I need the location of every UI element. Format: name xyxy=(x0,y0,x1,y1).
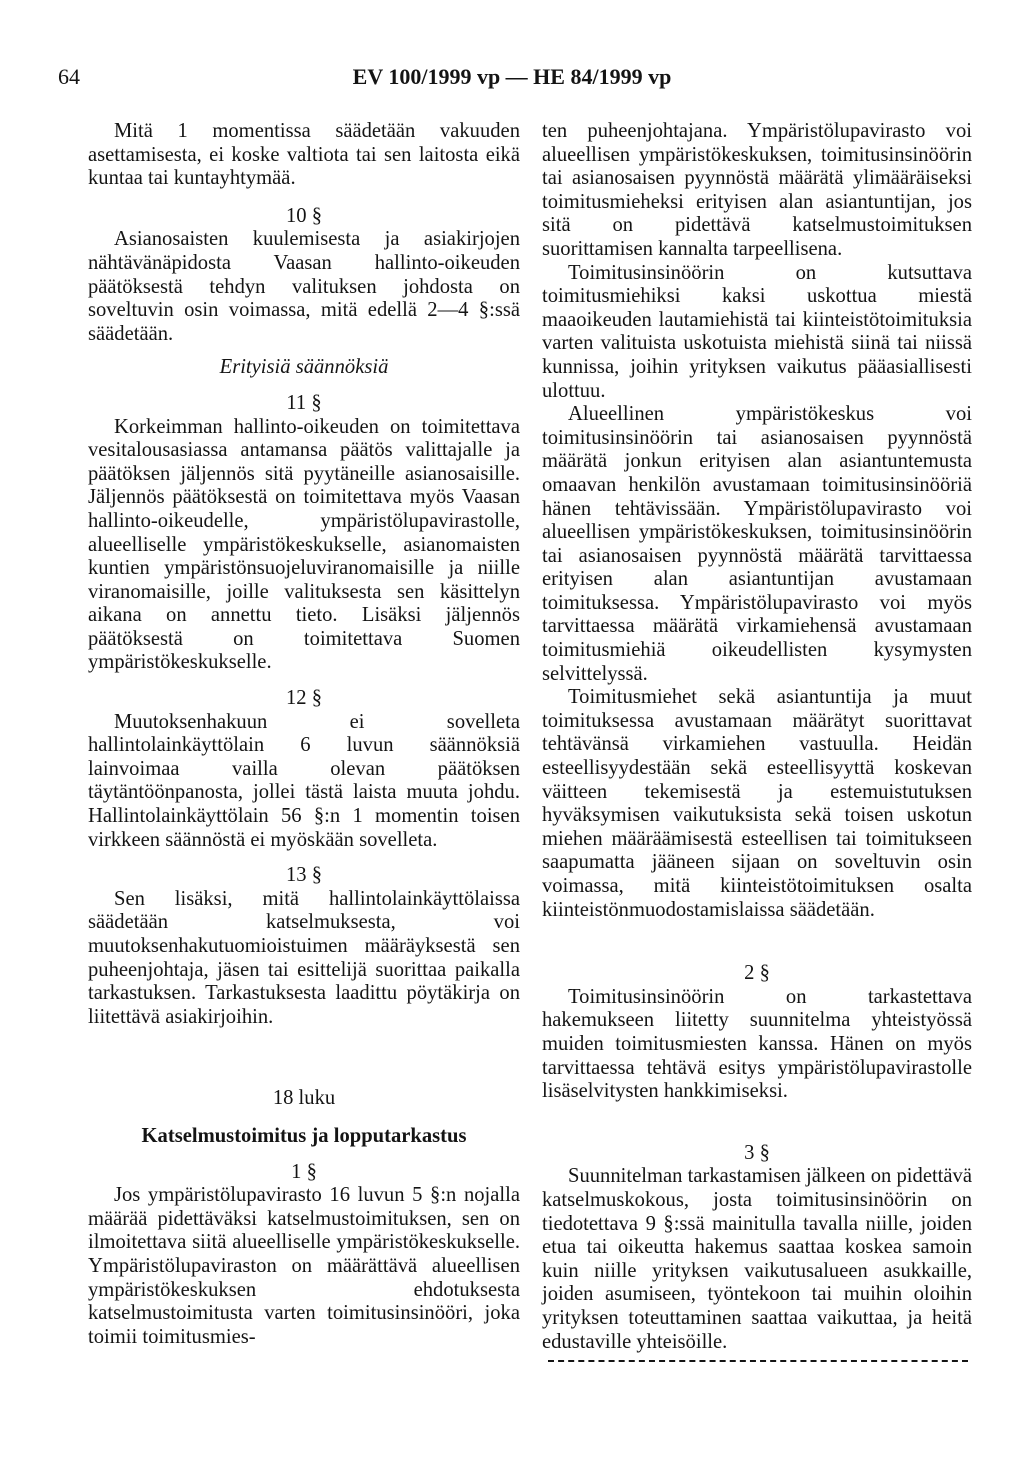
running-head: EV 100/1999 vp — HE 84/1999 vp xyxy=(352,64,672,89)
left-column xyxy=(88,120,520,1349)
section-12-heading: 12 § xyxy=(285,687,323,710)
section-11-heading: 11 § xyxy=(286,391,322,414)
chapter-title: Katselmustoimitus ja lopputarkastus xyxy=(141,1124,467,1147)
paragraph-continued: ten puheenjohtajana. Ympäristölupavirasto voi alueellisen ympäristökeskuksen, toimitusinsinöörin tai asianosaisen pyynnöstä määrätä ylimääräiseksi toimitusmieheksi erityisen alan asiantuntijan, jos sitä on pidettävä katselmustoimituksen suorittamisen kannalta tarpeellisena. xyxy=(542,120,972,260)
chapter-label: 18 luku xyxy=(272,1087,336,1110)
chapter-section-1-heading: 1 § xyxy=(291,1160,317,1183)
page-number: 64 xyxy=(58,64,80,89)
paragraph-4: Toimitusmiehet sekä asiantuntija ja muut toimituksessa avustamaan määrätyt suorittavat tehtävänsä virkamiehen vastuulla. Heidän esteellisyydestään sekä esteellisyyttä koskevan väitteen tekemisestä ja estemuistutuksen hyväksymisen vaikutuksista sekä toisen uskotun miehen määräämisestä esteellisen tai toimitukseen saapumatta jääneen sijaan on soveltuvin osin voimassa, mitä kiinteistötoimituksen osalta kiinteistönmuodostamislaissa säädetään. xyxy=(542,686,972,921)
section-3-text: Suunnitelman tarkastamisen jälkeen on pidettävä katselmuskokous, josta toimitusinsinöörin on tiedotettava 9 §:ssä mainitulla tavalla niille, joiden etua tai oikeutta hakemus saattaa koskea samoin kuin niille yrityksen vaikutusalueen asukkaille, joiden asumiseen, työntekoon tai muihin oloihin yrityksen toteuttaminen saattaa vaikuttaa, ja heitä edustaville yhteisöille. xyxy=(542,1165,972,1353)
section-10-text: Asianosaisten kuulemisesta ja asiakirjojen nähtävänäpidosta Vaasan hallinto-oikeuden päätöksestä tehdyn valituksen johdosta on soveltuvin osin voimassa, mitä edellä 2—4 §:ssä säädetään. xyxy=(88,228,520,345)
subheading: Erityisiä säännöksiä xyxy=(219,356,389,379)
chapter-section-1-text: Jos ympäristölupavirasto 16 luvun 5 §:n nojalla määrää pidettäväksi katselmustoimituksen, sen on ilmoitettava siitä alueelliselle ympäristökeskukselle. Ympäristölupaviraston on määrättävä alueellisen ympäristökeskuksen ehdotuksesta katselmustoimitusta varten toimitusinsinööri, joka toimii toimitusmies- xyxy=(88,1184,520,1348)
page-header xyxy=(0,64,1024,104)
section-11-text: Korkeimman hallinto-oikeuden on toimitettava vesitalousasiassa antamansa päätös valittajalle ja päätöksen jäljennös sitä pyytäneille asianosaisille. Jäljennös päätöksestä on toimitettava myös Vaasan hallinto-oikeudelle, ympäristölupavirastolle, alueelliselle ympäristökeskukselle, asianomaisten kuntien ympäristönsuojeluviranomaisille ja niille viranomaisille, joille valituksesta sen käsittelyn aikana on annettu tieto. Lisäksi jäljennös päätöksestä on toimitettava Suomen ympäristökeskukselle. xyxy=(88,415,520,674)
section-3-heading: 3 § xyxy=(744,1141,770,1164)
section-13-heading: 13 § xyxy=(285,864,323,887)
paragraph-3: Alueellinen ympäristökeskus voi toimitusinsinöörin tai asianosaisen pyynnöstä määrätä jonkun erityisen alan asiantuntemusta omaavan henkilön avustamaan toimitusinsinööriä hänen tehtävissään. Ympäristölupavirasto voi alueellisen ympäristökeskuksen, toimitusinsinöörin tai asianosaisen pyynnöstä määrätä tarvittaessa erityisen alan asiantuntijan avustamaan toimituksessa. Ympäristölupavirasto voi myös tarvittaessa määrätä virkamiehensä avustamaan toimitusmiehiä oikeudellisten kysymysten selvittelyssä. xyxy=(542,403,972,685)
section-13-text: Sen lisäksi, mitä hallintolainkäyttölaissa säädetään katselmuksesta, voi muutoksenhakutuomioistuimen määräyksestä sen puheenjohtaja, jäsen tai esittelijä suorittaa paikalla tarkastuksen. Tarkastuksesta laadittu pöytäkirja on liitettävä asiakirjoihin. xyxy=(88,887,520,1028)
section-10-heading: 10 § xyxy=(285,204,323,227)
section-2-text: Toimitusinsinöörin on tarkastettava hakemukseen liitetty suunnitelma yhteistyössä muiden toimitusmiesten kanssa. Hänen on myös tarvittaessa tehtävä esitys ympäristölupavirastolle lisäselvitysten hankkimiseksi. xyxy=(542,985,972,1103)
paragraph-2: Toimitusinsinöörin on kutsuttava toimitusmiehiksi kaksi uskottua miestä maaoikeuden lautamiehistä tai kiinteistötoimituksia varten valituista uskotuista miehistä siinä tai niissä kunnissa, joihin yrityksen vaikutus pääasiallisesti ulottuu. xyxy=(542,261,972,402)
section-2-heading: 2 § xyxy=(744,962,770,985)
paragraph-intro: Mitä 1 momentissa säädetään vakuuden asettamisesta, ei koske valtiota tai sen laitosta eikä kuntaa tai kuntayhtymää. xyxy=(88,120,520,190)
section-12-text: Muutoksenhakuun ei sovelleta hallintolainkäyttölain 6 luvun säännöksiä lainvoimaa vailla olevan päätöksen täytäntöönpanosta, jollei tästä laista muuta johdu. Hallintolainkäyttölain 56 §:n 1 momentin toisen virkkeen säännöstä ei myöskään sovelleta. xyxy=(88,710,520,851)
right-column xyxy=(542,120,972,1362)
omission-dash-line xyxy=(548,1360,968,1362)
